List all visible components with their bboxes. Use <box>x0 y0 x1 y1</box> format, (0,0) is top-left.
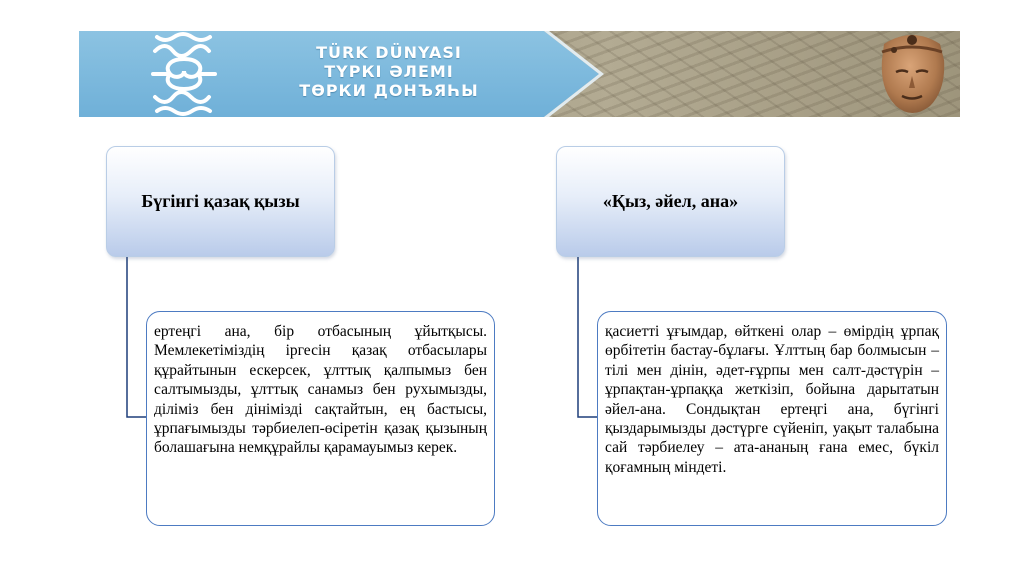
left-body-text: ертеңгі ана, бір отбасының ұйытқысы. Мемлекетіміздің іргесін қазақ отбасылары құрайтынын ескерсек, ұлттық қалпымыз бен салтымызды, ұлттық санамыз бен рухымызды, діліміз бен дінімізді сақтайтын, ең бастысы, ұрпағымызды тәрбиелеп-өсіретін қазақ қызының болашағына немқұрайлы қарамауымыз керек. <box>154 323 487 457</box>
left-heading-text: Бүгінгі қазақ қызы <box>141 191 300 211</box>
left-text-box <box>146 311 495 526</box>
banner-title-line-1: TÜRK DÜNYASI <box>316 43 462 62</box>
left-connector-line <box>127 257 146 417</box>
right-text-box <box>597 311 947 526</box>
right-heading-box <box>556 146 785 257</box>
banner-title-line-3: ТӨРКИ ДОНЪЯҺЫ <box>299 81 479 100</box>
right-heading-text: «Қыз, әйел, ана» <box>602 191 739 211</box>
banner-title-line-2: ТҮРКІ ӘЛЕМІ <box>324 62 454 81</box>
left-heading-box <box>106 146 335 257</box>
right-body-text: қасиетті ұғымдар, өйткені олар – өмірдің ұрпақ өрбітетін бастау-бұлағы. Ұлттың бар болмысын – тілі мен дінін, әдет-ғұрпы мен салт-дәстүрін – ұрпақтан-ұрпаққа жеткізіп, бойына дарытатын әйел-ана. Сондықтан ертеңгі ана, бүгінгі қыздарымызды дәстүрге сүйеніп, уақыт талабына сай тәрбиелеу – ата-ананың ғана емес, бүкіл қоғамның міндеті. <box>605 323 939 476</box>
right-connector-line <box>578 257 597 417</box>
